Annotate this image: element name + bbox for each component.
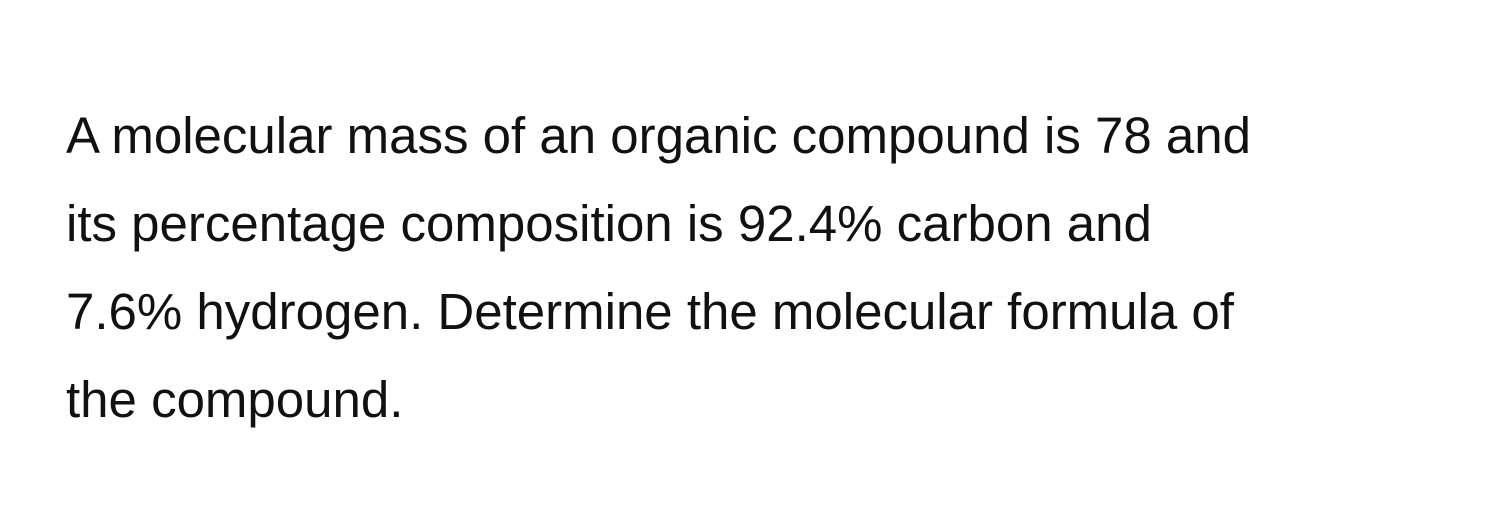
question-text	[66, 92, 1466, 444]
question-line-1: A molecular mass of an organic compound is 78 and	[66, 107, 1252, 164]
question-line-2: its percentage composition is 92.4% carbon and	[66, 195, 1152, 252]
question-line-4: the compound.	[66, 371, 404, 428]
question-line-3: 7.6% hydrogen. Determine the molecular formula of	[66, 283, 1234, 340]
